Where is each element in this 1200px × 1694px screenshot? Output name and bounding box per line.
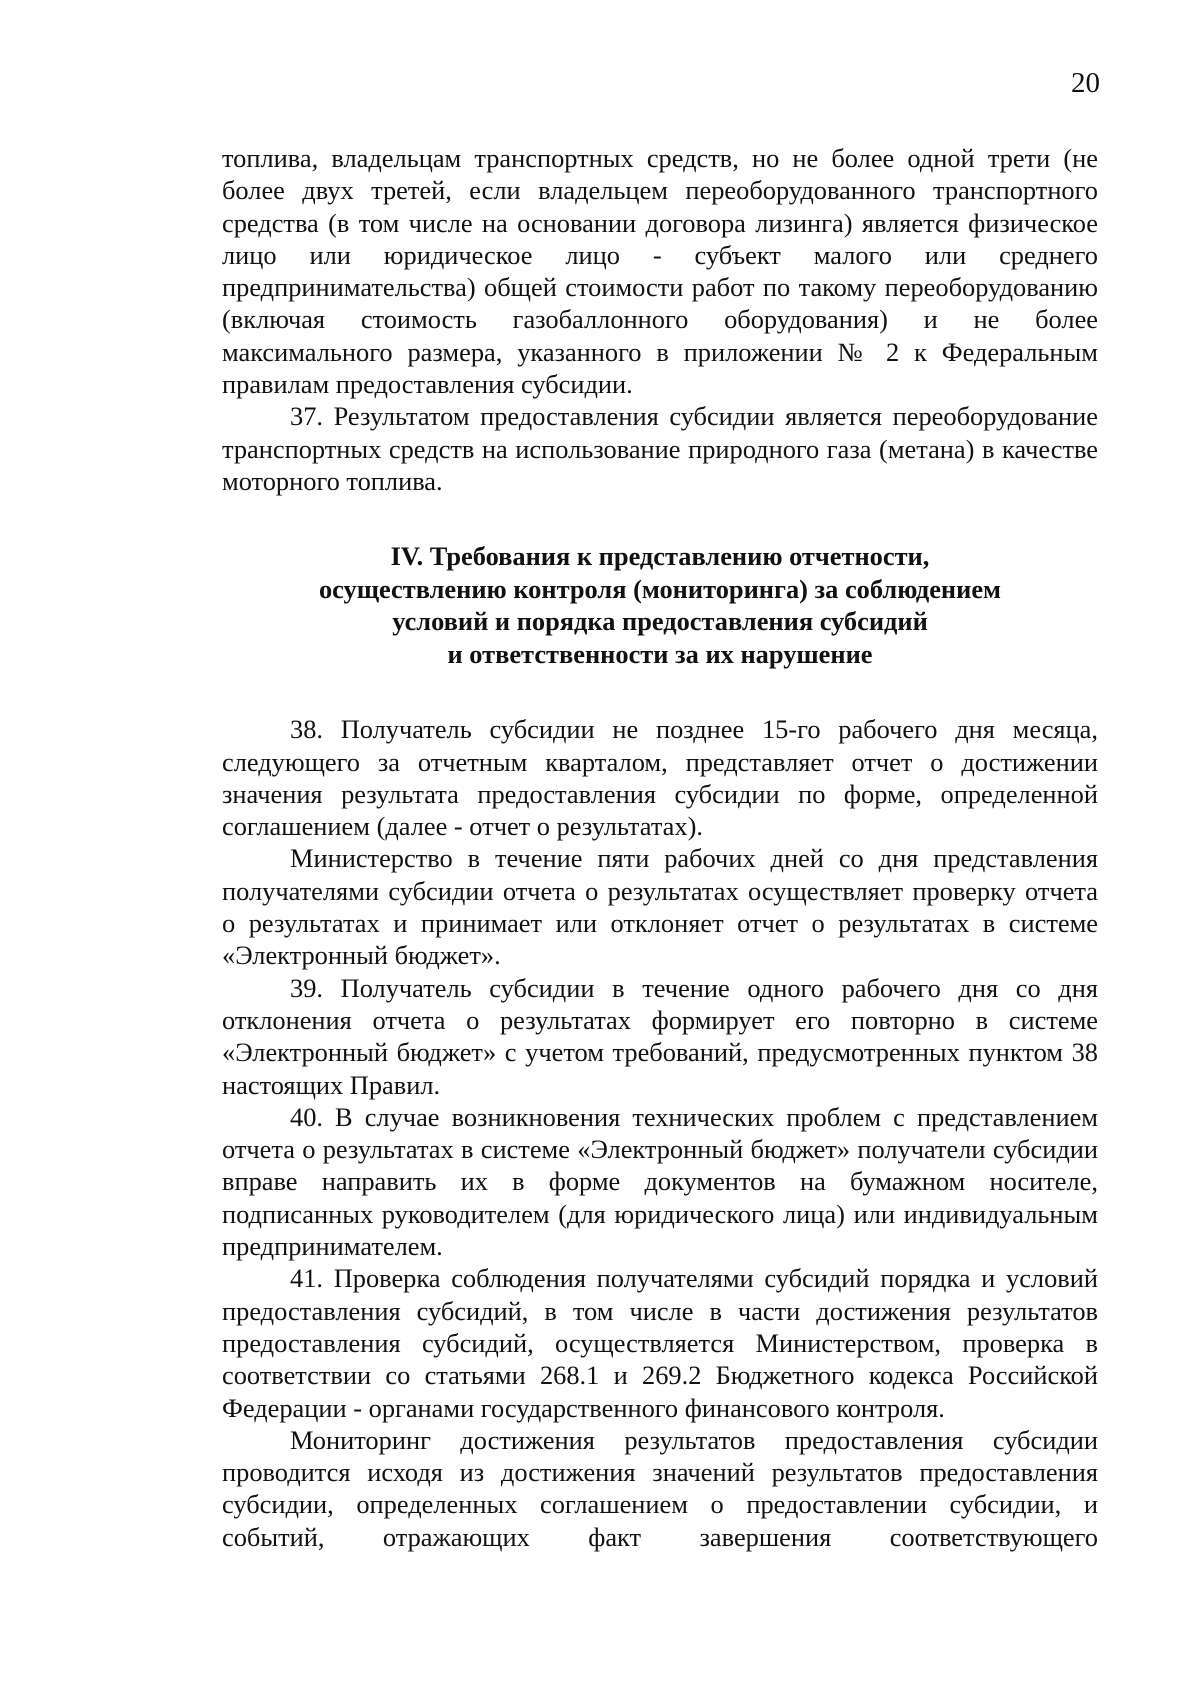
paragraph-ministry-check: Министерство в течение пяти рабочих дней со дня представления получателями субсидии отчета о результатах осуществляет проверку отчета о результатах и принимает или отклоняет отчет о результатах в системе «Электронный бюджет». — [222, 843, 1098, 971]
paragraph-38: 38. Получатель субсидии не позднее 15-го рабочего дня месяца, следующего за отчетным кварталом, представляет отчет о достижении значения результата предоставления субсидии по форме, определенной соглашением (далее - отчет о результатах). — [222, 714, 1098, 842]
section-heading-line: осуществлению контроля (мониторинга) за соблюдением — [318, 573, 1002, 604]
section-heading — [222, 540, 1098, 670]
section-heading-line: и ответственности за их нарушение — [447, 638, 873, 669]
paragraph-monitoring: Мониторинг достижения результатов предоставления субсидии проводится исходя из достижения значений результатов предоставления субсидии, определенных соглашением о предоставлении субсидии, и событий, отражающих факт завершения соответствующего — [222, 1424, 1098, 1552]
paragraph-41: 41. Проверка соблюдения получателями субсидий порядка и условий предоставления субсидий, в том числе в части достижения результатов предоставления субсидий, осуществляется Министерством, проверка в соответствии со статьями 268.1 и 269.2 Бюджетного кодекса Российской Федерации - органами государственного финансового контроля. — [222, 1263, 1098, 1423]
document-body — [222, 142, 1098, 1553]
section-heading-line: условий и порядка предоставления субсидий — [392, 606, 928, 637]
page-number: 20 — [1071, 67, 1100, 99]
section-heading-line: IV. Требования к представлению отчетности, — [390, 541, 930, 572]
paragraph-continuation: топлива, владельцам транспортных средств, но не более одной трети (не более двух третей, если владельцем переоборудованного транспортного средства (в том числе на основании договора лизинга) является физическое лицо или юридическое лицо - субъект малого или среднего предпринимательства) общей стоимости работ по такому переоборудованию (включая стоимость газобаллонного оборудования) и не более максимального размера, указанного в приложении № 2 к Федеральным правилам предоставления субсидии. — [222, 143, 1098, 400]
paragraph-37: 37. Результатом предоставления субсидии является переоборудование транспортных средств на использование природного газа (метана) в качестве моторного топлива. — [222, 401, 1098, 496]
paragraph-40: 40. В случае возникновения технических проблем с представлением отчета о результатах в системе «Электронный бюджет» получатели субсидии вправе направить их в форме документов на бумажном носителе, подписанных руководителем (для юридического лица) или индивидуальным предпринимателем. — [222, 1101, 1098, 1262]
paragraph-39: 39. Получатель субсидии в течение одного рабочего дня со дня отклонения отчета о результатах формирует его повторно в системе «Электронный бюджет» с учетом требований, предусмотренных пунктом 38 настоящих Правил. — [222, 972, 1098, 1100]
